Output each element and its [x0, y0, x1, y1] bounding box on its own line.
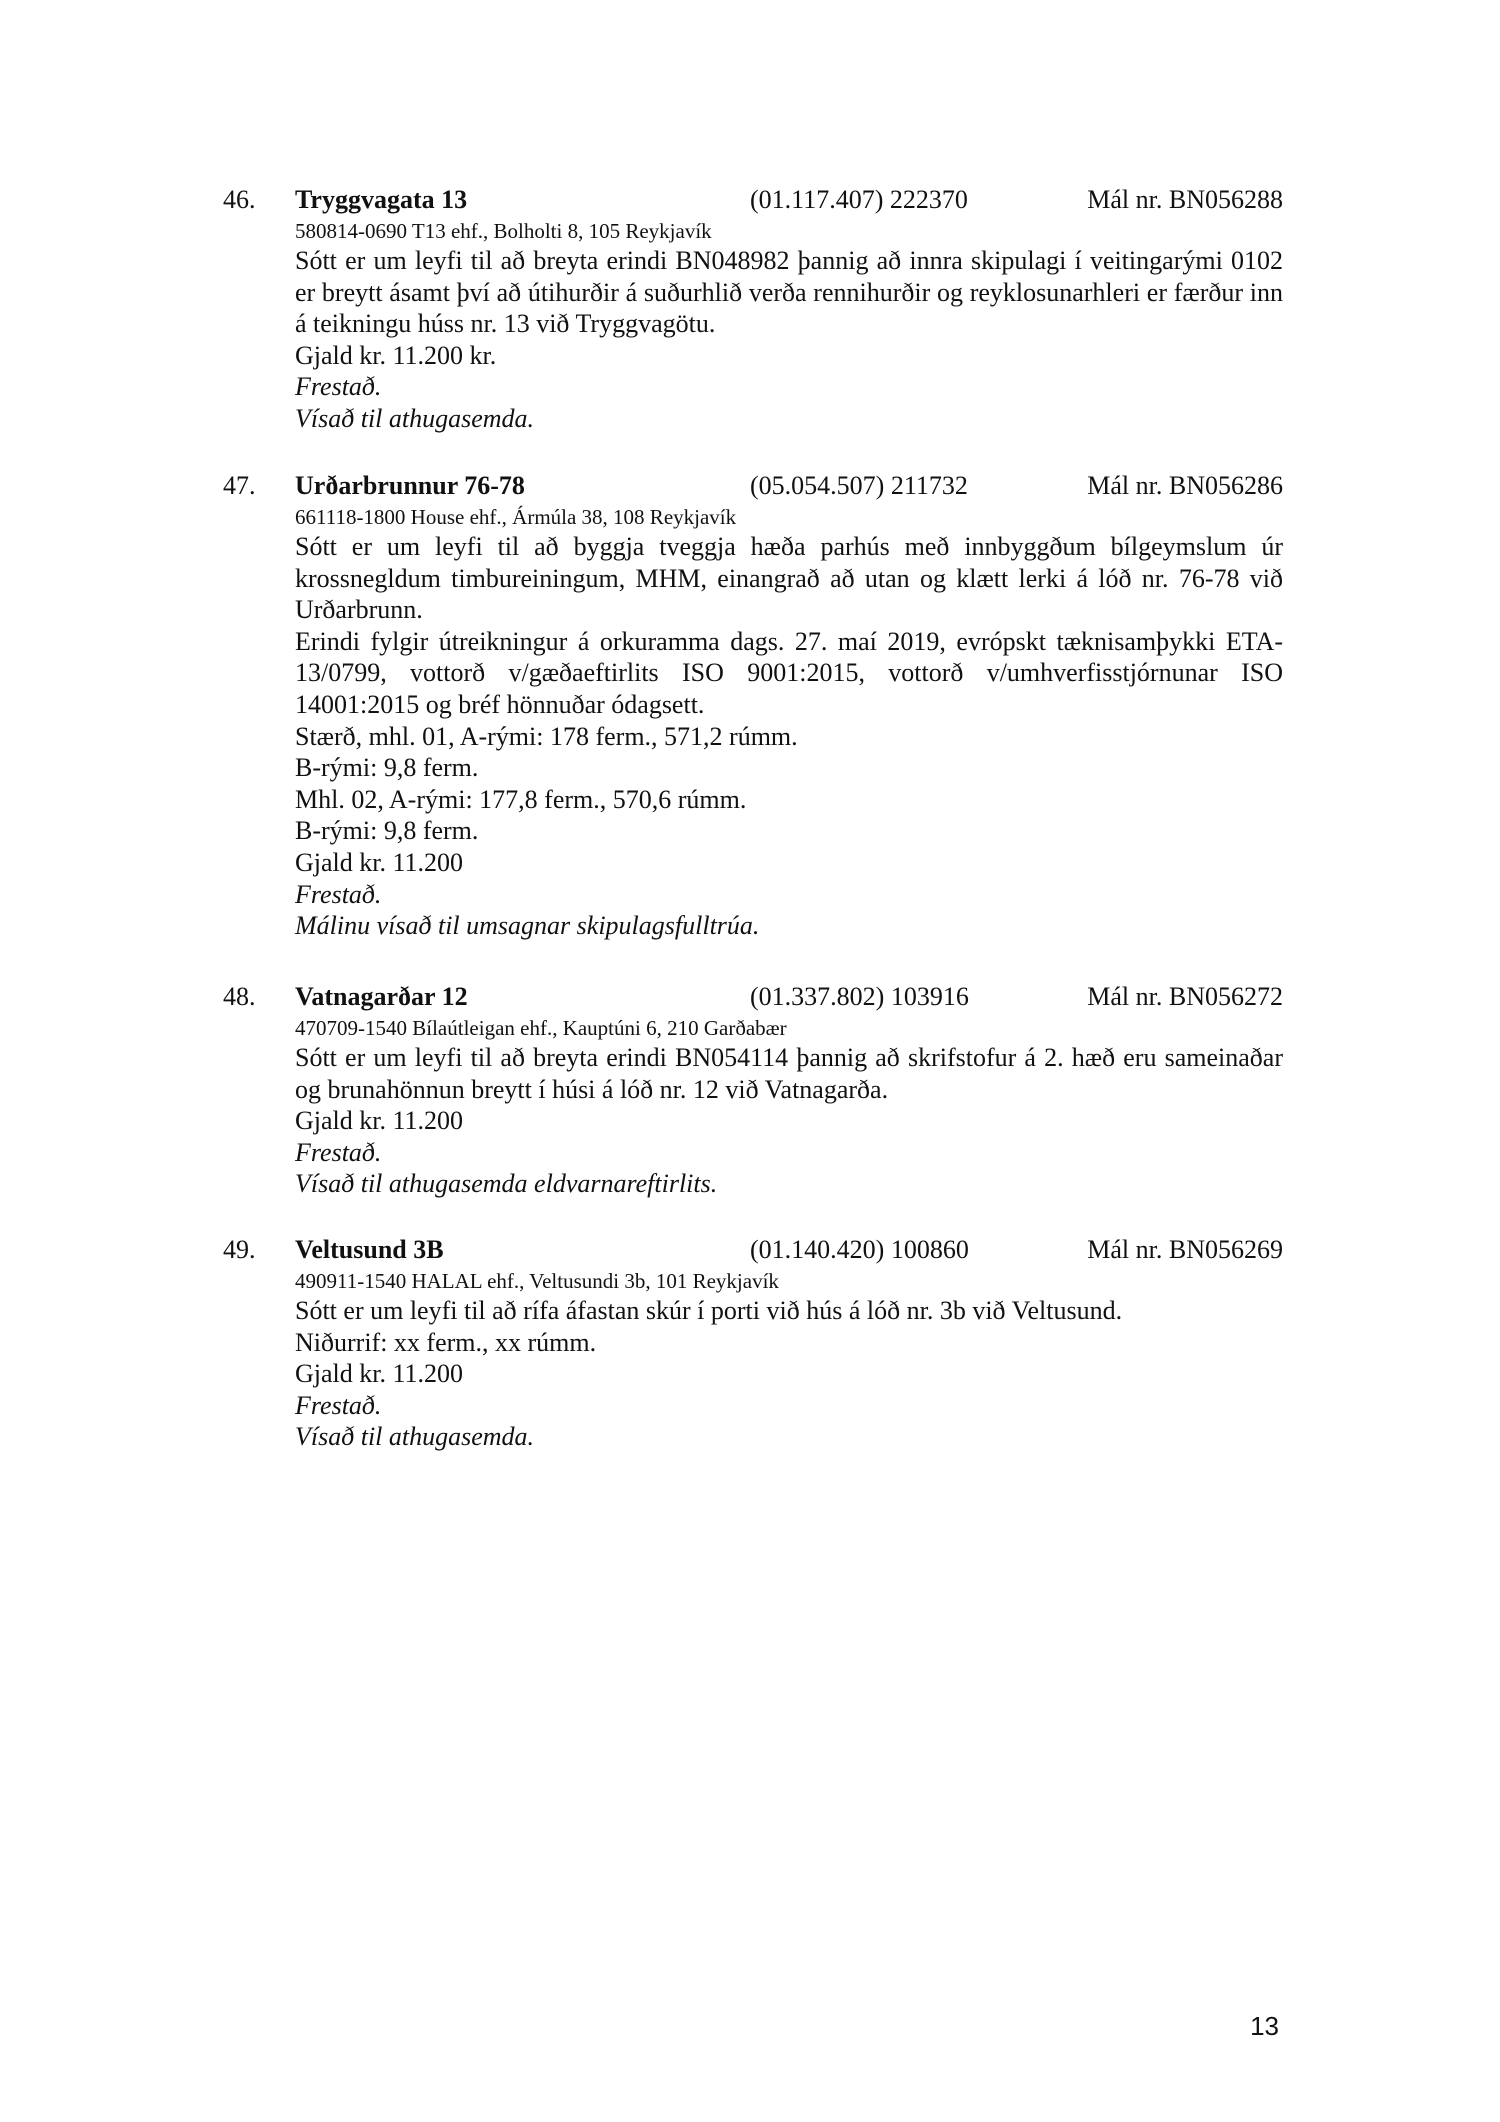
entry-address: Veltusund 3B [295, 1235, 444, 1264]
entry-description: Sótt er um leyfi til að rífa áfastan skúr í porti við hús á lóð nr. 3b við Veltusund. [295, 1296, 1123, 1325]
entry-owner: 580814-0690 T13 ehf., Bolholti 8, 105 Reykjavík [295, 219, 712, 243]
entry-header [223, 469, 1283, 503]
entry-case-number: Mál nr. BN056288 [1087, 185, 1283, 214]
entry-description: Sótt er um leyfi til að breyta erindi BN048982 þannig að innra skipulagi í veitingarými 0102 er breytt ásamt því að útihurðir á suðurhlið verða rennihurðir og reyklosunarhleri er færður inn á teikningu húss nr. 13 við Tryggvagötu. [295, 246, 1283, 339]
case-entry-47 [223, 469, 1283, 942]
entry-fee: Gjald kr. 11.200 [295, 847, 464, 877]
entry-status: Frestað. [295, 1390, 382, 1420]
entry-attachments: Erindi fylgir útreikningur á orkuramma dags. 27. maí 2019, evrópskt tæknisamþykki ETA-13/0799, vottorð v/gæðaeftirlits ISO 9001:2015, vottorð v/umhverfisstjórnunar ISO 14001:2015 og bréf hönnuðar ódagsett. [295, 626, 1283, 719]
entry-fee: Gjald kr. 11.200 [295, 1106, 464, 1136]
entry-address: Urðarbrunnur 76-78 [295, 471, 525, 500]
entry-case-number: Mál nr. BN056272 [1087, 982, 1283, 1011]
entry-case-number: Mál nr. BN056286 [1087, 471, 1283, 500]
entry-number: 49. [223, 1235, 256, 1264]
entry-land-id: (01.337.802) 103916 [750, 982, 969, 1011]
entry-address: Tryggvagata 13 [295, 185, 468, 214]
entry-note: Vísað til athugasemda eldvarnareftirlits. [295, 1169, 718, 1199]
entry-size-line: Stærð, mhl. 01, A-rými: 178 ferm., 571,2 rúmm. [295, 721, 798, 751]
entry-header [223, 1233, 1283, 1267]
entry-description: Sótt er um leyfi til að breyta erindi BN054114 þannig að skrifstofur á 2. hæð eru sameinaðar og brunahönnun breytt í húsi á lóð nr. 12 við Vatnagarða. [295, 1043, 1283, 1104]
entry-header [223, 183, 1283, 217]
entry-address: Vatnagarðar 12 [295, 982, 468, 1011]
entry-status: Frestað. [295, 879, 382, 909]
entry-case-number: Mál nr. BN056269 [1087, 1235, 1283, 1264]
entry-note: Vísað til athugasemda. [295, 403, 535, 433]
entry-description: Sótt er um leyfi til að byggja tveggja hæða parhús með innbyggðum bílgeymslum úr krossnegldum timbureiningum, MHM, einangrað að utan og klætt lerki á lóð nr. 76-78 við Urðarbrunn. [295, 532, 1283, 625]
page-number: 13 [1250, 2011, 1279, 2041]
entry-fee: Gjald kr. 11.200 kr. [295, 340, 497, 370]
entry-land-id: (01.140.420) 100860 [750, 1235, 969, 1264]
entry-header [223, 980, 1283, 1014]
case-entry-46 [223, 183, 1283, 435]
entry-land-id: (05.054.507) 211732 [750, 471, 968, 500]
entry-number: 47. [223, 471, 256, 500]
case-entry-49 [223, 1233, 1283, 1453]
entry-land-id: (01.117.407) 222370 [750, 185, 968, 214]
case-entry-48 [223, 980, 1283, 1200]
entry-number: 46. [223, 185, 256, 214]
entry-owner: 470709-1540 Bílaútleigan ehf., Kauptúni 6, 210 Garðabær [295, 1016, 787, 1040]
entry-owner: 661118-1800 House ehf., Ármúla 38, 108 Reykjavík [295, 505, 737, 529]
entry-demolition: Niðurrif: xx ferm., xx rúmm. [295, 1327, 597, 1357]
entry-status: Frestað. [295, 372, 382, 402]
entry-owner: 490911-1540 HALAL ehf., Veltusundi 3b, 101 Reykjavík [295, 1269, 779, 1293]
entry-size-line: B-rými: 9,8 ferm. [295, 753, 479, 783]
entry-size-line: Mhl. 02, A-rými: 177,8 ferm., 570,6 rúmm. [295, 784, 747, 814]
entry-note: Málinu vísað til umsagnar skipulagsfulltrúa. [295, 911, 760, 941]
entry-note: Vísað til athugasemda. [295, 1422, 535, 1452]
entry-fee: Gjald kr. 11.200 [295, 1359, 464, 1389]
entry-status: Frestað. [295, 1137, 382, 1167]
entry-size-line: B-rými: 9,8 ferm. [295, 816, 479, 846]
entry-number: 48. [223, 982, 256, 1011]
